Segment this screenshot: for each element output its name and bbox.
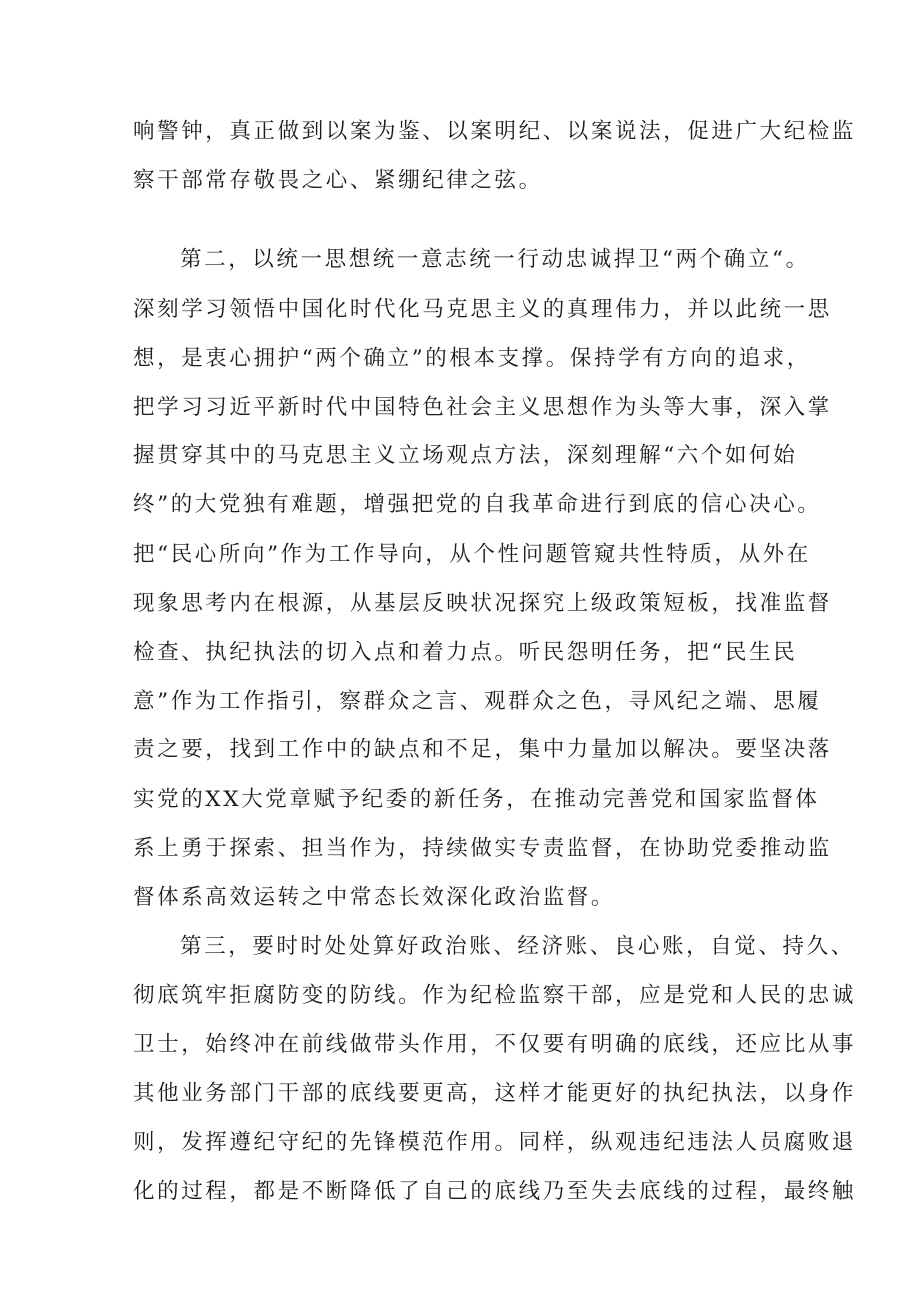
text-line: 响警钟，真正做到以案为鉴、以案明纪、以案说法，促进广大纪检监 bbox=[133, 119, 857, 144]
text-line: 化的过程，都是不断降低了自己的底线乃至失去底线的过程，最终触 bbox=[133, 1179, 857, 1204]
text-line: 现象思考内在根源，从基层反映状况探究上级政策短板，找准监督 bbox=[133, 591, 832, 616]
text-line: 彻底筑牢拒腐防变的防线。作为纪检监察干部，应是党和人民的忠诚 bbox=[133, 983, 857, 1008]
text-line: 督体系高效运转之中常态长效深化政治监督。 bbox=[133, 885, 616, 910]
paragraph-first-line: 第二，以统一思想统一意志统一行动忠诚捍卫“两个确立“。 bbox=[180, 247, 810, 272]
text-line: 卫士，始终冲在前线做带头作用，不仅要有明确的底线，还应比从事 bbox=[133, 1032, 857, 1057]
text-line: 握贯穿其中的马克思主义立场观点方法，深刻理解“六个如何始 bbox=[133, 443, 798, 468]
text-line: 察干部常存敬畏之心、紧绷纪律之弦。 bbox=[133, 168, 543, 193]
paragraph-first-line: 第三，要时时处处算好政治账、经济账、良心账，自觉、持久、 bbox=[180, 934, 855, 959]
text-line: 把“民心所向”作为工作导向，从个性问题管窥共性特质，从外在 bbox=[133, 542, 811, 567]
text-line: 则，发挥遵纪守纪的先锋模范作用。同样，纵观违纪违法人员腐败退 bbox=[133, 1130, 857, 1155]
text-line: 责之要，找到工作中的缺点和不足，集中力量加以解决。要坚决落 bbox=[133, 737, 832, 762]
text-line: 其他业务部门干部的底线要更高，这样才能更好的执纪执法，以身作 bbox=[133, 1081, 857, 1106]
text-line: 意”作为工作指引，察群众之言、观群众之色，寻风纪之端、思履 bbox=[133, 689, 822, 714]
text-line: 深刻学习领悟中国化时代化马克思主义的真理伟力，并以此统一思 bbox=[133, 297, 832, 322]
text-line: 系上勇于探索、担当作为，持续做实专责监督，在协助党委推动监 bbox=[133, 836, 832, 861]
text-line: 终”的大党独有难题，增强把党的自我革命进行到底的信心决心。 bbox=[133, 492, 822, 517]
text-line: 检查、执纪执法的切入点和着力点。听民怨明任务，把“民生民 bbox=[133, 640, 798, 665]
text-line: 实党的XX大党章赋予纪委的新任务，在推动完善党和国家监督体 bbox=[133, 787, 820, 812]
text-line: 把学习习近平新时代中国特色社会主义思想作为头等大事，深入掌 bbox=[133, 395, 832, 420]
text-line: 想，是衷心拥护“两个确立”的根本支撑。保持学有方向的追求， bbox=[133, 346, 811, 371]
